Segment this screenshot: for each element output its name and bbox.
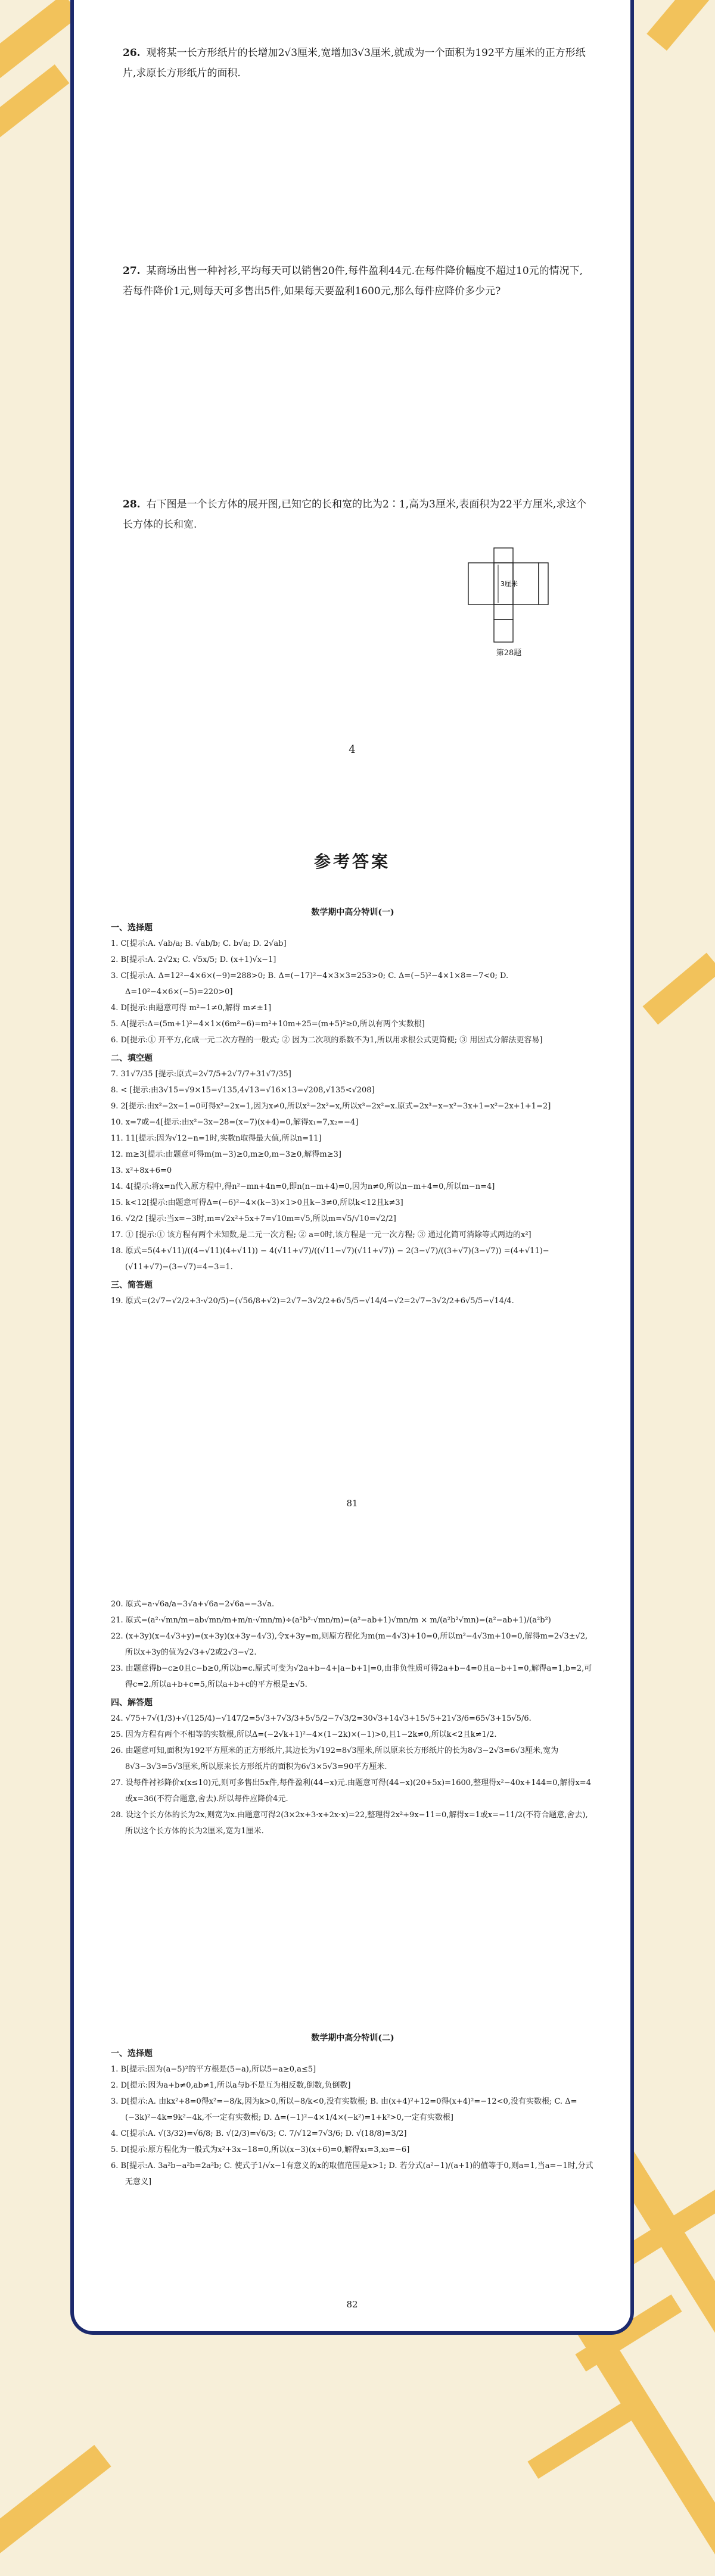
question-text: 右下图是一个长方体的展开图,已知它的长和宽的比为2∶1,高为3厘米,表面积为22平方厘米,求这个长方体的长和宽. [123, 499, 587, 531]
question-text: 某商场出售一种衬衫,平均每天可以销售20件,每件盈利44元.在每件降价幅度不超过10元的情况下,若每件降价1元,则每天可多售出5件,如果每天要盈利1600元,那么每件应降价多少元? [123, 265, 583, 297]
answer-line: 18. 原式=5(4+√11)/((4−√11)(4+√11)) − 4(√11+√7)/((√11−√7)(√11+√7)) − 2(3−√7)/((3+√7)(3−√7)) =(4+√11)−(√11+√7)−(3−√7)=4−3=1. [111, 1247, 549, 1272]
answer-line: 28. 设这个长方体的长为2x,则宽为x.由题意可得2(3×2x+3·x+2x·x)=22,整理得2x²+9x−11=0,解得x=1或x=−11/2(不符合题意,舍去),所以这个长方体的长为2厘米,宽为1厘米. [111, 1811, 588, 1836]
choice-answer-list [111, 936, 595, 1048]
answer-line: 20. 原式=a·√6a/a−3√a+√6a−2√6a=−3√a. [111, 1600, 275, 1609]
answer-line: 6. B[提示:A. 3a²b−a²b=2a²b; C. 使式子1/√x−1有意义的x的取值范围是x>1; D. 若分式(a²−1)/(a+1)的值等于0,则a=1,当a=−1时,分式无意义] [111, 2161, 593, 2186]
answer-line: 8. < [提示:由3√15=√9×15=√135,4√13=√16×13=√208,√135<√208] [111, 1086, 375, 1095]
cuboid-net-figure [467, 547, 551, 658]
answer-line: 11. 11[提示:因为√12−n=1时,实数n取得最大值,所以n=11] [111, 1134, 322, 1143]
answer-line: 5. A[提示:Δ=(5m+1)²−4×1×(6m²−6)=m²+10m+25=(m+5)²≥0,所以有两个实数根] [111, 1020, 425, 1029]
question-text: 观将某一长方形纸片的长增加2√3厘米,宽增加3√3厘米,就成为一个面积为192平方厘米的正方形纸片,求原长方形纸片的面积. [123, 47, 586, 79]
answer-line: 4. D[提示:由题意可得 m²−1≠0,解得 m≠±1] [111, 1004, 272, 1013]
answer-line: 25. 因为方程有两个不相等的实数根,所以Δ=(−2√k+1)²−4×(1−2k)×(−1)>0,且1−2k≠0,所以k<2且k≠1/2. [111, 1730, 497, 1739]
short-answer-list-continued [111, 1596, 595, 1693]
figure-caption: 第28题 [496, 649, 522, 658]
answer-line: 24. √75+7√(1/3)+√(125/4)−√147/2=5√3+7√3/3+5√5/2−7√3/2=30√3+14√3+15√5+21√3/6=65√3+15√5/6. [111, 1714, 531, 1723]
part-heading: 四、解答题 [111, 1698, 153, 1708]
choice-answer-list [111, 2061, 595, 2190]
answer-line: 5. D[提示:原方程化为一般式为x²+3x−18=0,所以(x−3)(x+6)=0,解得x₁=3,x₂=−6] [111, 2145, 410, 2154]
part-heading: 一、选择题 [111, 923, 153, 933]
decor-stripe-bottom-left [0, 2445, 111, 2562]
figure-dimension-label: 3厘米 [500, 580, 518, 588]
question-number: 28. [123, 499, 141, 510]
document-sheet [70, 0, 634, 2335]
answer-line: 6. D[提示:① 开平方,化成一元二次方程的一般式; ② 因为二次项的系数不为1,所以用求根公式更简便; ③ 用因式分解法更容易] [111, 1036, 543, 1045]
decor-stripe-top-left [0, 0, 80, 82]
answer-line: 14. 4[提示:将x=n代入原方程中,得n²−mn+4n=0,即n(n−m+4)=0,因为n≠0,所以n−m+4=0,所以m−n=4] [111, 1182, 495, 1191]
answer-line: 19. 原式=(2√7−√2/2+3·√20/5)−(√56/8+√2)=2√7−3√2/2+6√5/5−√14/4−√2=2√7−3√2/2+6√5/5−√14/4. [111, 1297, 514, 1306]
answer-line: 7. 31√7/35 [提示:原式=2√7/5+2√7/7+31√7/35] [111, 1070, 291, 1079]
question-number: 26. [123, 47, 141, 59]
part-heading: 一、选择题 [111, 2049, 153, 2058]
answer-section-1 [111, 902, 595, 1309]
answer-line: 3. D[提示:A. 由kx²+8=0得x²=−8/k,因为k>0,所以−8/k<0,没有实数根; B. 由(x+4)²+12=0得(x+4)²=−12<0,没有实数根; C. Δ=(−3k)²−4k=9k²−4k,不一定有实数根; D. Δ=(−1)²−4×1/4×(−k²)=1+k²>0,一定有实数根] [111, 2097, 577, 2122]
part-heading: 二、填空题 [111, 1054, 153, 1063]
answer-line: 13. x²+8x+6=0 [111, 1166, 172, 1175]
decor-stripe-top-left-2 [0, 64, 69, 138]
answer-line: 9. 2[提示:由x²−2x−1=0可得x²−2x=1,因为x≠0,所以x²−2x²=x,所以x³−2x²=x.原式=2x³−x−x²−3x+1=x²−2x+1+1=2] [111, 1102, 551, 1111]
answer-line: 4. C[提示:A. √(3/32)=√6/8; B. √(2/3)=√6/3; C. 7/√12=7√3/6; D. √(18/8)=3/2] [111, 2129, 407, 2138]
answer-line: 3. C[提示:A. Δ=12²−4×6×(−9)=288>0; B. Δ=(−17)²−4×3×3=253>0; C. Δ=(−5)²−4×1×8=−7<0; D. Δ=10²−4×6×(−5)=220>0] [111, 971, 509, 996]
answer-line: 22. (x+3y)(x−4√3+y)=(x+3y)(x+3y−4√3),令x+3y=m,则原方程化为m(m−4√3)+10=0,所以m²−4√3m+10=0,解得m=2√3±√2,所以x+3y的值为2√3+√2或2√3−√2. [111, 1632, 588, 1657]
answer-line: 2. B[提示:A. 2√2x; C. √5x/5; D. (x+1)√x−1] [111, 955, 276, 964]
decor-ladder-rung-3 [527, 2401, 634, 2479]
part-heading: 三、简答题 [111, 1281, 153, 1290]
answer-line: 27. 设每件衬衫降价x(x≤10)元,则可多售出5x件,每件盈利(44−x)元.由题意可得(44−x)(20+5x)=1600,整理得x²−40x+144=0,解得x=4或x=36(不符合题意,舍去).所以每件应降价4元. [111, 1778, 591, 1803]
section-title: 数学期中高分特训(二) [311, 2033, 394, 2043]
section-title: 数学期中高分特训(一) [311, 908, 394, 917]
answer-line: 1. B[提示:因为(a−5)²的平方根是(5−a),所以5−a≥0,a≤5] [111, 2065, 316, 2074]
answer-section-2 [111, 2028, 595, 2190]
answer-line: 17. ① [提示:① 该方程有两个未知数,是二元一次方程; ② a=0时,该方程是一元一次方程; ③ 通过化简可消除等式两边的x²] [111, 1231, 531, 1239]
question-26 [123, 43, 589, 83]
question-number: 27. [123, 265, 141, 277]
answer-line: 23. 由题意得b−c≥0且c−b≥0,所以b=c.原式可变为√2a+b−4+|a−b+1|=0,由非负性质可得2a+b−4=0且a−b+1=0,解得a=1,b=2,可得c=2.所以a+b+c=5,所以a+b+c的平方根是±√5. [111, 1664, 592, 1689]
answer-line: 21. 原式=(a²·√mn/m−ab√mn/m+m/n·√mn/m)÷(a²b²·√mn/m)=(a²−ab+1)√mn/m × m/(a²b²√mn)=(a²−ab+1)/(a²b²) [111, 1616, 551, 1625]
answer-line: 10. x=7或−4[提示:由x²−3x−28=(x−7)(x+4)=0,解得x₁=7,x₂=−4] [111, 1118, 359, 1127]
fill-answer-list [111, 1066, 595, 1275]
page-number-4: 4 [349, 743, 356, 756]
decor-stripe-top-right [646, 0, 715, 51]
answer-page-82 [111, 1596, 595, 1839]
answer-line: 2. D[提示:因为a+b≠0,ab≠1,所以a与b不是互为相反数,倒数,负倒数] [111, 2081, 351, 2090]
answer-line: 16. √2/2 [提示:当x=−3时,m=√2x²+5x+7=√10m=√5,所以m=√5/√10=√2/2] [111, 1214, 396, 1223]
short-answer-list [111, 1293, 595, 1309]
cuboid-net-diagram [467, 547, 551, 645]
answers-title: 参考答案 [313, 852, 390, 871]
page-number-81: 81 [346, 1498, 358, 1509]
decor-stripe-mid-right [643, 953, 715, 1025]
question-27 [123, 261, 589, 301]
solution-answer-list [111, 1711, 595, 1839]
page-number-82: 82 [346, 2299, 358, 2310]
answer-line: 15. k<12[提示:由题意可得Δ=(−6)²−4×(k−3)×1>0且k−3≠0,所以k<12且k≠3] [111, 1198, 403, 1207]
question-28 [123, 494, 589, 535]
answer-line: 1. C[提示:A. √ab/a; B. √ab/b; C. b√a; D. 2√ab] [111, 939, 287, 948]
answer-line: 26. 由题意可知,面积为192平方厘米的正方形纸片,其边长为√192=8√3厘米,所以原来长方形纸片的长为8√3−2√3=6√3厘米,宽为8√3−3√3=5√3厘米,所以原来长方形纸片的面积为6√3×5√3=90平方厘米. [111, 1746, 559, 1771]
answer-line: 12. m≥3[提示:由题意可得m(m−3)≥0,m≥0,m−3≥0,解得m≥3] [111, 1150, 341, 1159]
